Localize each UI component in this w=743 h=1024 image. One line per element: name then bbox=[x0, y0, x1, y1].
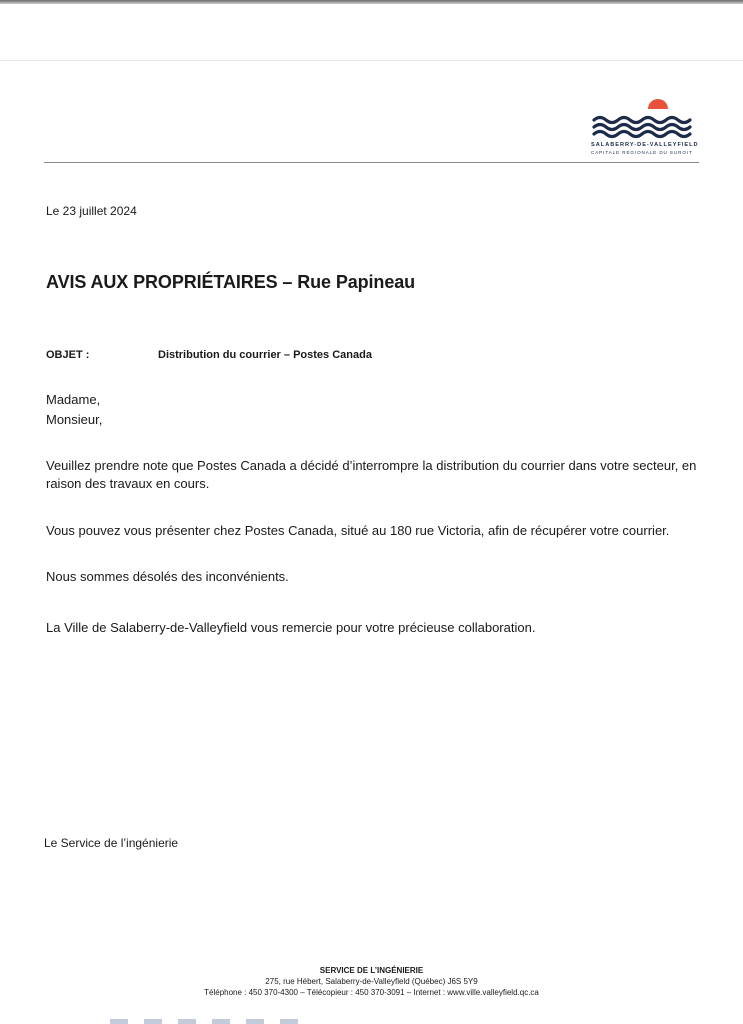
subject-label: OBJET : bbox=[46, 349, 90, 361]
scan-top-edge bbox=[0, 0, 743, 4]
scan-fold-line bbox=[0, 60, 743, 61]
logo-city-name: SALABERRY-DE-VALLEYFIELD bbox=[591, 142, 699, 148]
logo-tagline: CAPITALE RÉGIONALE DU SUROIT bbox=[591, 150, 693, 155]
sun-waves-logo-icon bbox=[590, 98, 700, 142]
letter-date: Le 23 juillet 2024 bbox=[46, 204, 137, 218]
letter-title: AVIS AUX PROPRIÉTAIRES – Rue Papineau bbox=[46, 272, 416, 292]
paragraph-3: Nous sommes désolés des inconvénients. bbox=[46, 569, 289, 584]
scan-bottom-edge bbox=[110, 1019, 300, 1024]
header-divider bbox=[44, 162, 699, 163]
signature: Le Service de l’ingénierie bbox=[44, 836, 179, 850]
footer-department: SERVICE DE L’INGÉNIERIE bbox=[319, 966, 424, 975]
subject-value: Distribution du courrier – Postes Canada bbox=[158, 349, 372, 361]
greeting bbox=[46, 390, 102, 430]
paragraph-4: La Ville de Salaberry-de-Valleyfield vous remercie pour votre précieuse collaboration. bbox=[46, 620, 536, 635]
footer-address: 275, rue Hébert, Salaberry-de-Valleyfield (Québec) J6S 5Y9 bbox=[265, 977, 478, 986]
footer bbox=[0, 965, 743, 998]
paragraph-1: Veuillez prendre note que Postes Canada a décidé d’interrompre la distribution du courrier dans votre secteur, en raison des travaux en cours. bbox=[46, 458, 697, 491]
greeting-line-1: Madame, bbox=[46, 392, 101, 407]
paragraph-2: Vous pouvez vous présenter chez Postes Canada, situé au 180 rue Victoria, afin de récupérer votre courrier. bbox=[46, 523, 670, 538]
footer-contact: Téléphone : 450 370-4300 – Télécopieur : 450 370-3091 – Internet : www.ville.valleyfield.qc.ca bbox=[204, 988, 539, 997]
greeting-line-2: Monsieur, bbox=[46, 412, 103, 427]
waves-icon bbox=[594, 118, 690, 137]
